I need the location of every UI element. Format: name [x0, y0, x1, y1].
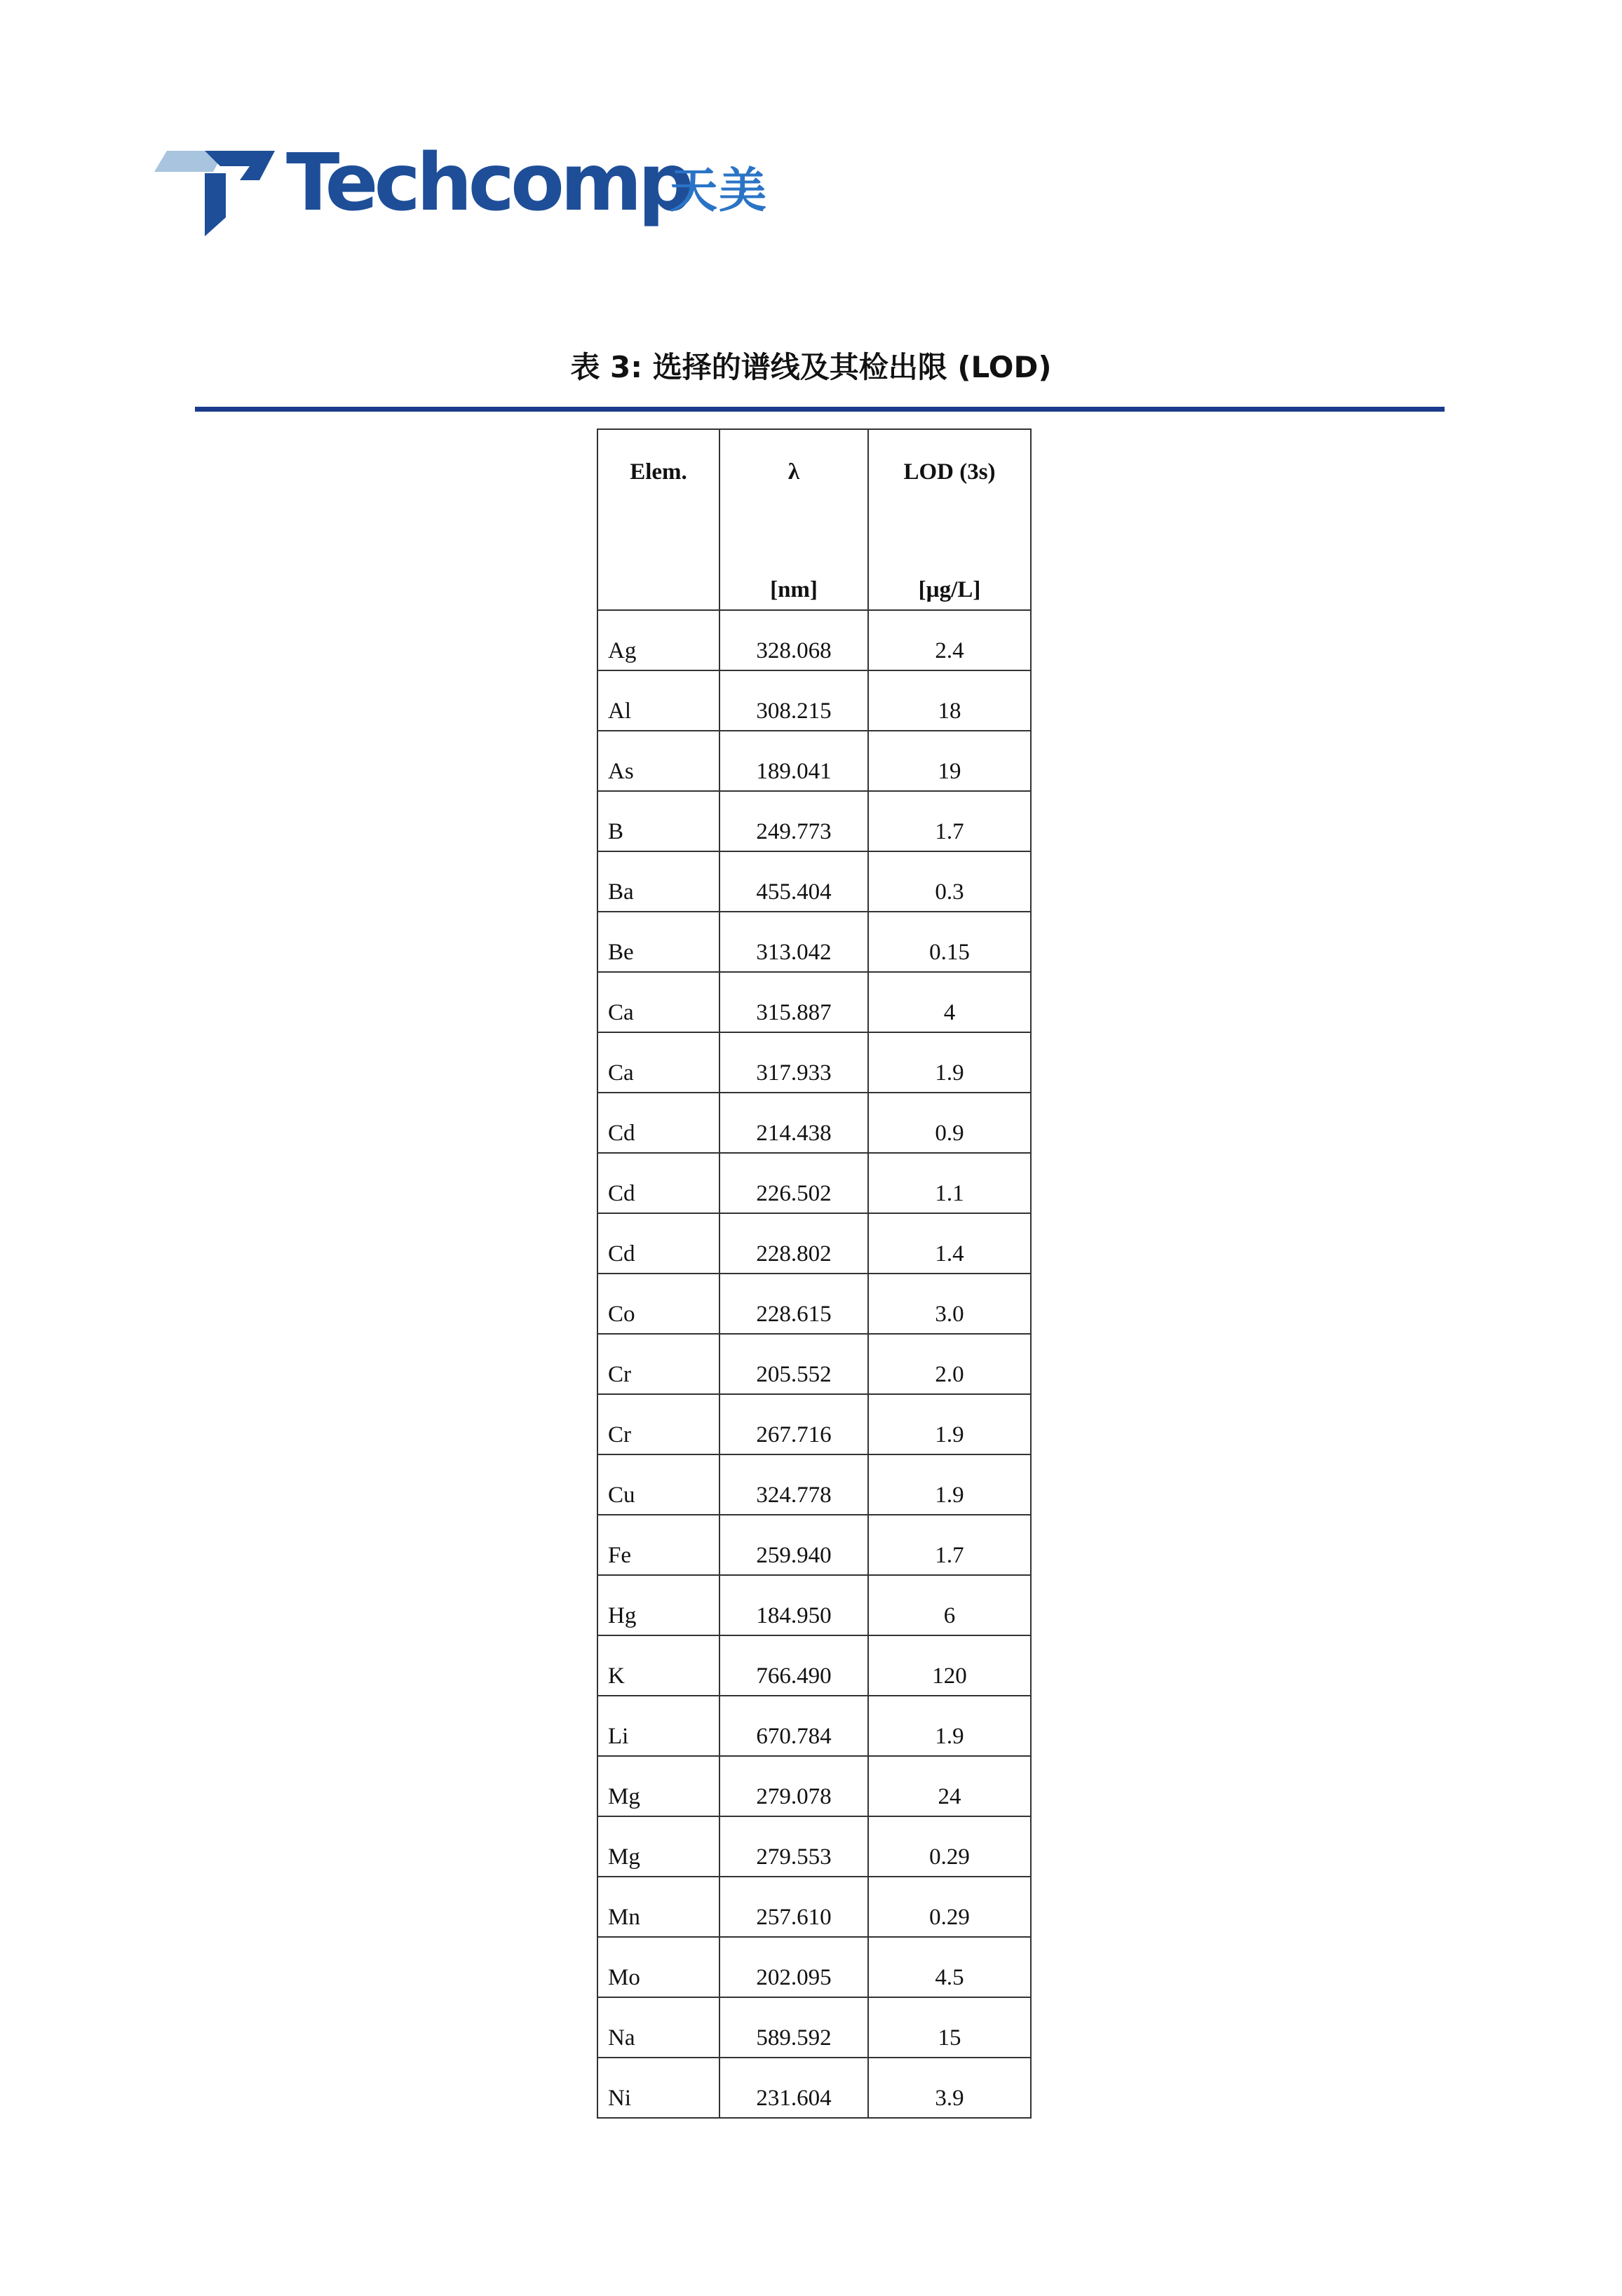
table-row: [597, 972, 1031, 1032]
cell-lod: 120: [868, 1635, 1031, 1696]
cell-wavelength: 328.068: [719, 610, 868, 670]
cell-lod: 1.1: [868, 1153, 1031, 1213]
cell-lod: 3.0: [868, 1274, 1031, 1334]
cell-element: Cd: [597, 1153, 719, 1213]
cell-element: Cr: [597, 1394, 719, 1454]
cell-element: Cr: [597, 1334, 719, 1394]
table-row: [597, 1153, 1031, 1213]
cell-lod: 6: [868, 1575, 1031, 1635]
cell-lod: 18: [868, 670, 1031, 731]
header-wavelength-unit: [nm]: [770, 577, 818, 602]
table-header-row: [597, 429, 1031, 610]
table-row: [597, 610, 1031, 670]
cell-wavelength: 324.778: [719, 1454, 868, 1515]
cell-lod: 1.9: [868, 1696, 1031, 1756]
table-row: [597, 1937, 1031, 1997]
cell-lod: 0.9: [868, 1093, 1031, 1153]
table-row: [597, 1213, 1031, 1274]
cell-wavelength: 257.610: [719, 1877, 868, 1937]
header-lod-label: LOD (3s): [903, 459, 996, 485]
cell-element: K: [597, 1635, 719, 1696]
table-row: [597, 1816, 1031, 1877]
cell-element: Na: [597, 1997, 719, 2058]
cell-wavelength: 315.887: [719, 972, 868, 1032]
cell-element: Cd: [597, 1213, 719, 1274]
cell-lod: 1.9: [868, 1032, 1031, 1093]
cell-lod: 24: [868, 1756, 1031, 1816]
cell-wavelength: 766.490: [719, 1635, 868, 1696]
table-row: [597, 912, 1031, 972]
cell-lod: 1.4: [868, 1213, 1031, 1274]
cell-wavelength: 313.042: [719, 912, 868, 972]
cell-element: Li: [597, 1696, 719, 1756]
cell-wavelength: 205.552: [719, 1334, 868, 1394]
cell-wavelength: 670.784: [719, 1696, 868, 1756]
lod-table-container: [597, 428, 1032, 2119]
table-row: [597, 791, 1031, 851]
cell-lod: 4.5: [868, 1937, 1031, 1997]
cell-element: Mg: [597, 1816, 719, 1877]
table-row: [597, 1756, 1031, 1816]
table-row: [597, 1877, 1031, 1937]
table-row: [597, 1394, 1031, 1454]
cell-wavelength: 317.933: [719, 1032, 868, 1093]
header-lod: [868, 429, 1031, 610]
table-body: [597, 610, 1031, 2118]
cell-lod: 1.7: [868, 1515, 1031, 1575]
table-row: [597, 1274, 1031, 1334]
table-row: [597, 1696, 1031, 1756]
cell-wavelength: 259.940: [719, 1515, 868, 1575]
cell-wavelength: 214.438: [719, 1093, 868, 1153]
cell-element: Ba: [597, 851, 719, 912]
cell-lod: 2.4: [868, 610, 1031, 670]
cell-lod: 15: [868, 1997, 1031, 2058]
cell-element: Cu: [597, 1454, 719, 1515]
cell-lod: 1.9: [868, 1454, 1031, 1515]
cell-element: Mo: [597, 1937, 719, 1997]
table-row: [597, 2058, 1031, 2118]
cell-element: As: [597, 731, 719, 791]
table-row: [597, 1575, 1031, 1635]
table-row: [597, 1334, 1031, 1394]
table-row: [597, 1997, 1031, 2058]
techcomp-logo-mark-icon: [154, 151, 277, 238]
cell-wavelength: 228.615: [719, 1274, 868, 1334]
cell-element: Al: [597, 670, 719, 731]
cell-element: Cd: [597, 1093, 719, 1153]
cell-wavelength: 226.502: [719, 1153, 868, 1213]
cell-element: Ca: [597, 972, 719, 1032]
table-title: 表 3: 选择的谱线及其检出限 (LOD): [570, 350, 1052, 384]
cell-element: Ni: [597, 2058, 719, 2118]
table-row: [597, 1515, 1031, 1575]
cell-wavelength: 231.604: [719, 2058, 868, 2118]
cell-wavelength: 279.078: [719, 1756, 868, 1816]
cell-wavelength: 279.553: [719, 1816, 868, 1877]
cell-element: Mg: [597, 1756, 719, 1816]
cell-lod: 0.15: [868, 912, 1031, 972]
cell-wavelength: 267.716: [719, 1394, 868, 1454]
cell-lod: 0.3: [868, 851, 1031, 912]
cell-wavelength: 189.041: [719, 731, 868, 791]
table-row: [597, 1635, 1031, 1696]
cell-wavelength: 455.404: [719, 851, 868, 912]
cell-wavelength: 184.950: [719, 1575, 868, 1635]
cell-lod: 4: [868, 972, 1031, 1032]
cell-lod: 0.29: [868, 1877, 1031, 1937]
cell-element: Ag: [597, 610, 719, 670]
header-lod-unit: [µg/L]: [918, 577, 981, 602]
cell-element: Co: [597, 1274, 719, 1334]
techcomp-logo: [154, 137, 771, 242]
table-row: [597, 731, 1031, 791]
header-element-label: Elem.: [630, 459, 687, 485]
cell-element: Ca: [597, 1032, 719, 1093]
cell-wavelength: 249.773: [719, 791, 868, 851]
table-row: [597, 1032, 1031, 1093]
table-row: [597, 1093, 1031, 1153]
title-underline: [195, 407, 1445, 412]
lod-table: [597, 428, 1032, 2119]
cell-lod: 19: [868, 731, 1031, 791]
cell-element: B: [597, 791, 719, 851]
cell-lod: 2.0: [868, 1334, 1031, 1394]
table-row: [597, 851, 1031, 912]
table-row: [597, 670, 1031, 731]
cell-wavelength: 228.802: [719, 1213, 868, 1274]
cell-wavelength: 202.095: [719, 1937, 868, 1997]
cell-element: Hg: [597, 1575, 719, 1635]
cell-lod: 3.9: [868, 2058, 1031, 2118]
table-row: [597, 1454, 1031, 1515]
cell-wavelength: 589.592: [719, 1997, 868, 2058]
cell-lod: 1.7: [868, 791, 1031, 851]
header-wavelength-label: λ: [788, 459, 800, 485]
header-wavelength: [719, 429, 868, 610]
logo-brand-cn: 天美: [670, 163, 769, 219]
cell-element: Fe: [597, 1515, 719, 1575]
header-element: [597, 429, 719, 610]
cell-lod: 0.29: [868, 1816, 1031, 1877]
cell-wavelength: 308.215: [719, 670, 868, 731]
logo-brand-text: Techcomp: [286, 137, 690, 229]
cell-element: Mn: [597, 1877, 719, 1937]
cell-element: Be: [597, 912, 719, 972]
cell-lod: 1.9: [868, 1394, 1031, 1454]
